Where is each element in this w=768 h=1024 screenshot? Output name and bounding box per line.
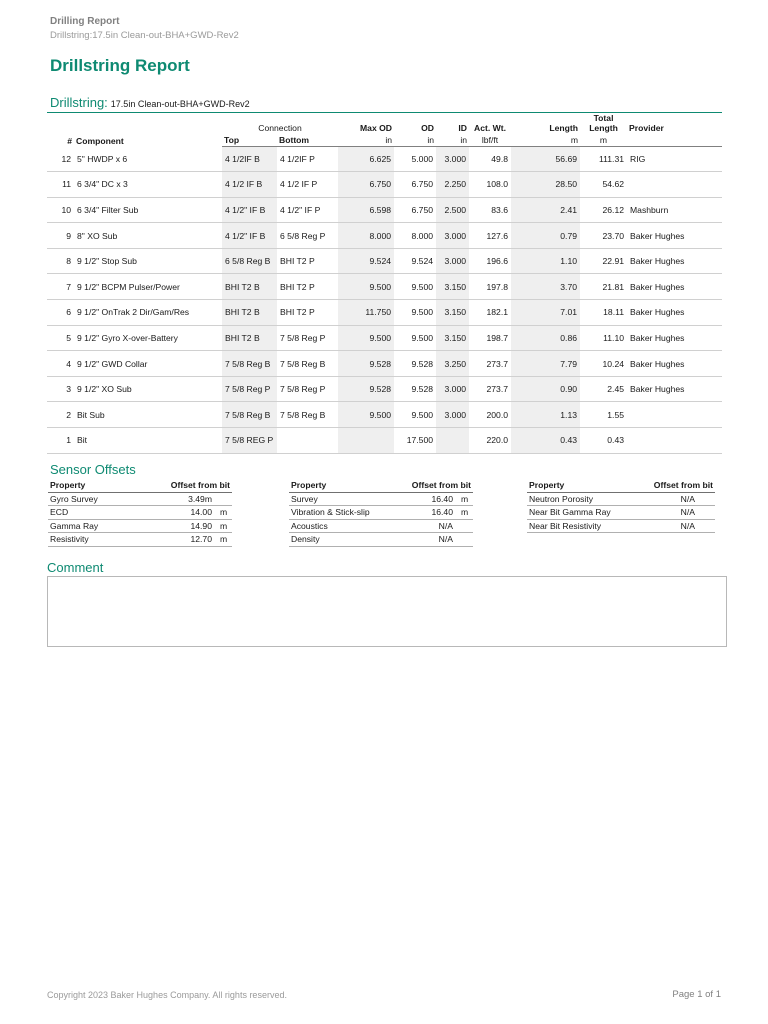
cell-num: 11	[47, 172, 74, 198]
cell-component: 5" HWDP x 6	[74, 146, 222, 172]
cell-num: 1	[47, 428, 74, 454]
cell-length: 2.41	[511, 197, 580, 223]
cell-provider: Baker Hughes	[627, 351, 722, 377]
cell-od: 9.500	[394, 274, 436, 300]
unit-max-od: in	[338, 133, 394, 146]
sensor-offset-value: 3.49m	[154, 492, 214, 506]
sensor-offset-value: N/A	[637, 492, 697, 506]
cell-total: 26.12	[580, 197, 627, 223]
drillstring-label-text: Drillstring:	[50, 95, 108, 110]
page-number: Page 1 of 1	[672, 989, 721, 1000]
col-total-length: Total Length	[589, 113, 618, 133]
cell-total: 21.81	[580, 274, 627, 300]
sensor-offset-unit: m	[214, 533, 232, 547]
table-row	[47, 223, 722, 249]
table-row	[47, 248, 722, 274]
cell-length: 7.01	[511, 300, 580, 326]
cell-component: 6 3/4" Filter Sub	[74, 197, 222, 223]
sensor-property: Survey	[289, 492, 395, 506]
unit-act-wt: lbf/ft	[469, 133, 511, 146]
unit-length: m	[511, 133, 580, 146]
drillstring-label	[50, 95, 250, 110]
unit-provider	[627, 133, 722, 146]
cell-bottom: 7 5/8 Reg P	[277, 376, 338, 402]
sensor-row	[48, 519, 232, 533]
cell-component: 9 1/2" XO Sub	[74, 376, 222, 402]
cell-max-od: 9.500	[338, 325, 394, 351]
cell-component: Bit Sub	[74, 402, 222, 428]
col-num: #	[67, 136, 72, 146]
sensor-property: Near Bit Gamma Ray	[527, 506, 637, 520]
cell-length: 1.13	[511, 402, 580, 428]
cell-od: 9.500	[394, 325, 436, 351]
col-id: ID	[458, 123, 468, 133]
cell-bottom: 4 1/2IF P	[277, 146, 338, 172]
sensor-offset-value: 16.40	[395, 506, 455, 520]
sensor-row	[48, 506, 232, 520]
cell-id: 3.000	[436, 248, 469, 274]
sensor-property: Acoustics	[289, 519, 395, 533]
sensor-col-offset: Offset from bit	[637, 479, 715, 492]
cell-bottom: 7 5/8 Reg B	[277, 351, 338, 377]
cell-top: 4 1/2" IF B	[222, 197, 277, 223]
cell-length: 0.79	[511, 223, 580, 249]
cell-total: 1.55	[580, 402, 627, 428]
cell-component: 9 1/2" Gyro X-over-Battery	[74, 325, 222, 351]
cell-component: 9 1/2" Stop Sub	[74, 248, 222, 274]
cell-max-od: 9.500	[338, 402, 394, 428]
col-length: Length	[549, 123, 579, 133]
cell-bottom: BHI T2 P	[277, 300, 338, 326]
cell-id: 2.500	[436, 197, 469, 223]
sensor-offset-unit	[697, 492, 715, 506]
sensor-property: Resistivity	[48, 533, 154, 547]
cell-id: 3.000	[436, 223, 469, 249]
cell-wt: 108.0	[469, 172, 511, 198]
cell-id: 2.250	[436, 172, 469, 198]
cell-max-od: 6.625	[338, 146, 394, 172]
sensor-property: ECD	[48, 506, 154, 520]
sensor-property: Vibration & Stick-slip	[289, 506, 395, 520]
cell-total: 22.91	[580, 248, 627, 274]
sensor-row	[289, 533, 473, 547]
sensor-offset-value: 14.90	[154, 519, 214, 533]
header-subtitle: Drillstring:17.5in Clean-out-BHA+GWD-Rev2	[50, 30, 239, 41]
cell-num: 8	[47, 248, 74, 274]
cell-num: 12	[47, 146, 74, 172]
sensor-col-property: Property	[48, 479, 154, 492]
sensor-property: Density	[289, 533, 395, 547]
table-row	[47, 300, 722, 326]
cell-top: 7 5/8 REG P	[222, 428, 277, 454]
cell-top: BHI T2 B	[222, 300, 277, 326]
cell-max-od: 9.528	[338, 376, 394, 402]
cell-top: 7 5/8 Reg B	[222, 351, 277, 377]
cell-wt: 83.6	[469, 197, 511, 223]
cell-length: 7.79	[511, 351, 580, 377]
cell-od: 9.500	[394, 300, 436, 326]
cell-num: 7	[47, 274, 74, 300]
cell-provider: Baker Hughes	[627, 300, 722, 326]
cell-wt: 273.7	[469, 376, 511, 402]
cell-length: 0.90	[511, 376, 580, 402]
sensor-offset-unit: m	[214, 519, 232, 533]
drillstring-table	[47, 112, 722, 454]
sensor-offset-value: 14.00	[154, 506, 214, 520]
cell-top: BHI T2 B	[222, 325, 277, 351]
cell-id: 3.000	[436, 146, 469, 172]
cell-max-od: 6.598	[338, 197, 394, 223]
cell-total: 111.31	[580, 146, 627, 172]
sensor-header-row	[527, 479, 715, 492]
sensor-offset-unit	[697, 506, 715, 520]
col-component: Component	[76, 136, 124, 146]
cell-component: 9 1/2" GWD Collar	[74, 351, 222, 377]
table-row	[47, 274, 722, 300]
cell-top: BHI T2 B	[222, 274, 277, 300]
cell-num: 2	[47, 402, 74, 428]
comment-box	[47, 576, 727, 647]
cell-top: 6 5/8 Reg B	[222, 248, 277, 274]
cell-wt: 220.0	[469, 428, 511, 454]
sensor-offset-value: N/A	[637, 506, 697, 520]
cell-max-od: 9.528	[338, 351, 394, 377]
sensor-row	[48, 533, 232, 547]
cell-bottom: BHI T2 P	[277, 248, 338, 274]
cell-bottom: BHI T2 P	[277, 274, 338, 300]
sensor-offsets-table-2	[289, 479, 473, 547]
cell-id: 3.000	[436, 376, 469, 402]
table-row	[47, 325, 722, 351]
cell-component: 8" XO Sub	[74, 223, 222, 249]
col-connection-top: Top	[222, 133, 277, 146]
sensor-header-row	[289, 479, 473, 492]
col-max-od: Max OD	[360, 123, 393, 133]
header-title: Drilling Report	[50, 16, 120, 27]
sensor-offsets-table-3	[527, 479, 715, 533]
sensor-offset-unit	[697, 519, 715, 533]
cell-length: 1.10	[511, 248, 580, 274]
sensor-offset-unit: m	[455, 506, 473, 520]
cell-length: 0.86	[511, 325, 580, 351]
cell-od: 6.750	[394, 172, 436, 198]
cell-num: 9	[47, 223, 74, 249]
sensor-offset-unit	[455, 519, 473, 533]
cell-top: 7 5/8 Reg B	[222, 402, 277, 428]
sensor-offset-value: N/A	[637, 519, 697, 533]
cell-top: 4 1/2 IF B	[222, 172, 277, 198]
cell-od: 9.524	[394, 248, 436, 274]
cell-length: 28.50	[511, 172, 580, 198]
cell-max-od: 8.000	[338, 223, 394, 249]
cell-total: 10.24	[580, 351, 627, 377]
cell-total: 11.10	[580, 325, 627, 351]
col-act-wt: Act. Wt.	[474, 123, 506, 133]
cell-length: 3.70	[511, 274, 580, 300]
cell-bottom: 4 1/2" IF P	[277, 197, 338, 223]
cell-wt: 197.8	[469, 274, 511, 300]
col-connection: Connection	[258, 123, 302, 133]
cell-bottom	[277, 428, 338, 454]
cell-max-od: 9.524	[338, 248, 394, 274]
sensor-offset-unit	[455, 533, 473, 547]
cell-od: 6.750	[394, 197, 436, 223]
unit-total-length: m	[580, 133, 627, 146]
cell-provider: Baker Hughes	[627, 376, 722, 402]
cell-od: 5.000	[394, 146, 436, 172]
unit-id: in	[436, 133, 469, 146]
cell-wt: 182.1	[469, 300, 511, 326]
cell-length: 56.69	[511, 146, 580, 172]
cell-bottom: 7 5/8 Reg P	[277, 325, 338, 351]
cell-id	[436, 428, 469, 454]
cell-max-od: 6.750	[338, 172, 394, 198]
sensor-offset-value: N/A	[395, 533, 455, 547]
sensor-offsets-title: Sensor Offsets	[50, 462, 136, 477]
cell-od: 17.500	[394, 428, 436, 454]
cell-length: 0.43	[511, 428, 580, 454]
cell-od: 9.500	[394, 402, 436, 428]
sensor-row	[527, 506, 715, 520]
footer-copyright: Copyright 2023 Baker Hughes Company. All rights reserved.	[47, 990, 287, 1000]
cell-component: 9 1/2" BCPM Pulser/Power	[74, 274, 222, 300]
cell-provider	[627, 402, 722, 428]
sensor-row	[48, 492, 232, 506]
sensor-row	[289, 492, 473, 506]
table-row	[47, 402, 722, 428]
cell-component: 9 1/2" OnTrak 2 Dir/Gam/Res	[74, 300, 222, 326]
sensor-header-row	[48, 479, 232, 492]
drillstring-table-body	[47, 146, 722, 453]
cell-max-od: 9.500	[338, 274, 394, 300]
sensor-col-offset: Offset from bit	[395, 479, 473, 492]
sensor-property: Near Bit Resistivity	[527, 519, 637, 533]
table-row	[47, 146, 722, 172]
col-od: OD	[421, 123, 435, 133]
sensor-offset-unit: m	[214, 506, 232, 520]
table-header-row	[47, 113, 722, 133]
drillstring-name: 17.5in Clean-out-BHA+GWD-Rev2	[110, 99, 250, 109]
cell-max-od: 11.750	[338, 300, 394, 326]
sensor-col-property: Property	[527, 479, 637, 492]
cell-provider: Baker Hughes	[627, 223, 722, 249]
comment-title: Comment	[47, 560, 104, 575]
cell-provider: RIG	[627, 146, 722, 172]
table-row	[47, 197, 722, 223]
cell-total: 18.11	[580, 300, 627, 326]
cell-provider	[627, 172, 722, 198]
cell-component: Bit	[74, 428, 222, 454]
cell-provider	[627, 428, 722, 454]
cell-id: 3.150	[436, 274, 469, 300]
sensor-property: Neutron Porosity	[527, 492, 637, 506]
cell-od: 8.000	[394, 223, 436, 249]
sensor-offset-unit: m	[455, 492, 473, 506]
cell-bottom: 6 5/8 Reg P	[277, 223, 338, 249]
report-title: Drillstring Report	[50, 56, 190, 75]
cell-od: 9.528	[394, 376, 436, 402]
cell-id: 3.150	[436, 325, 469, 351]
sensor-row	[527, 519, 715, 533]
sensor-property: Gamma Ray	[48, 519, 154, 533]
unit-od: in	[394, 133, 436, 146]
table-row	[47, 351, 722, 377]
sensor-offset-value: 16.40	[395, 492, 455, 506]
cell-top: 7 5/8 Reg P	[222, 376, 277, 402]
cell-bottom: 4 1/2 IF P	[277, 172, 338, 198]
cell-wt: 49.8	[469, 146, 511, 172]
cell-total: 23.70	[580, 223, 627, 249]
sensor-offset-value: N/A	[395, 519, 455, 533]
cell-component: 6 3/4" DC x 3	[74, 172, 222, 198]
sensor-offset-value: 12.70	[154, 533, 214, 547]
cell-provider: Baker Hughes	[627, 248, 722, 274]
sensor-offsets-table-1	[48, 479, 232, 547]
cell-wt: 196.6	[469, 248, 511, 274]
cell-id: 3.250	[436, 351, 469, 377]
sensor-row	[289, 506, 473, 520]
cell-total: 0.43	[580, 428, 627, 454]
cell-wt: 198.7	[469, 325, 511, 351]
cell-top: 4 1/2IF B	[222, 146, 277, 172]
cell-provider: Baker Hughes	[627, 274, 722, 300]
cell-num: 4	[47, 351, 74, 377]
table-row	[47, 428, 722, 454]
cell-provider: Baker Hughes	[627, 325, 722, 351]
cell-bottom: 7 5/8 Reg B	[277, 402, 338, 428]
cell-num: 3	[47, 376, 74, 402]
cell-wt: 127.6	[469, 223, 511, 249]
cell-id: 3.000	[436, 402, 469, 428]
cell-id: 3.150	[436, 300, 469, 326]
sensor-row	[527, 492, 715, 506]
table-row	[47, 376, 722, 402]
cell-num: 6	[47, 300, 74, 326]
sensor-col-property: Property	[289, 479, 395, 492]
cell-top: 4 1/2" IF B	[222, 223, 277, 249]
sensor-offset-unit	[214, 492, 232, 506]
sensor-col-offset: Offset from bit	[154, 479, 232, 492]
cell-provider: Mashburn	[627, 197, 722, 223]
sensor-property: Gyro Survey	[48, 492, 154, 506]
cell-wt: 273.7	[469, 351, 511, 377]
cell-num: 10	[47, 197, 74, 223]
cell-num: 5	[47, 325, 74, 351]
cell-max-od	[338, 428, 394, 454]
sensor-row	[289, 519, 473, 533]
cell-total: 54.62	[580, 172, 627, 198]
cell-total: 2.45	[580, 376, 627, 402]
col-connection-bottom: Bottom	[277, 133, 338, 146]
table-row	[47, 172, 722, 198]
cell-od: 9.528	[394, 351, 436, 377]
col-provider: Provider	[629, 123, 664, 133]
cell-wt: 200.0	[469, 402, 511, 428]
